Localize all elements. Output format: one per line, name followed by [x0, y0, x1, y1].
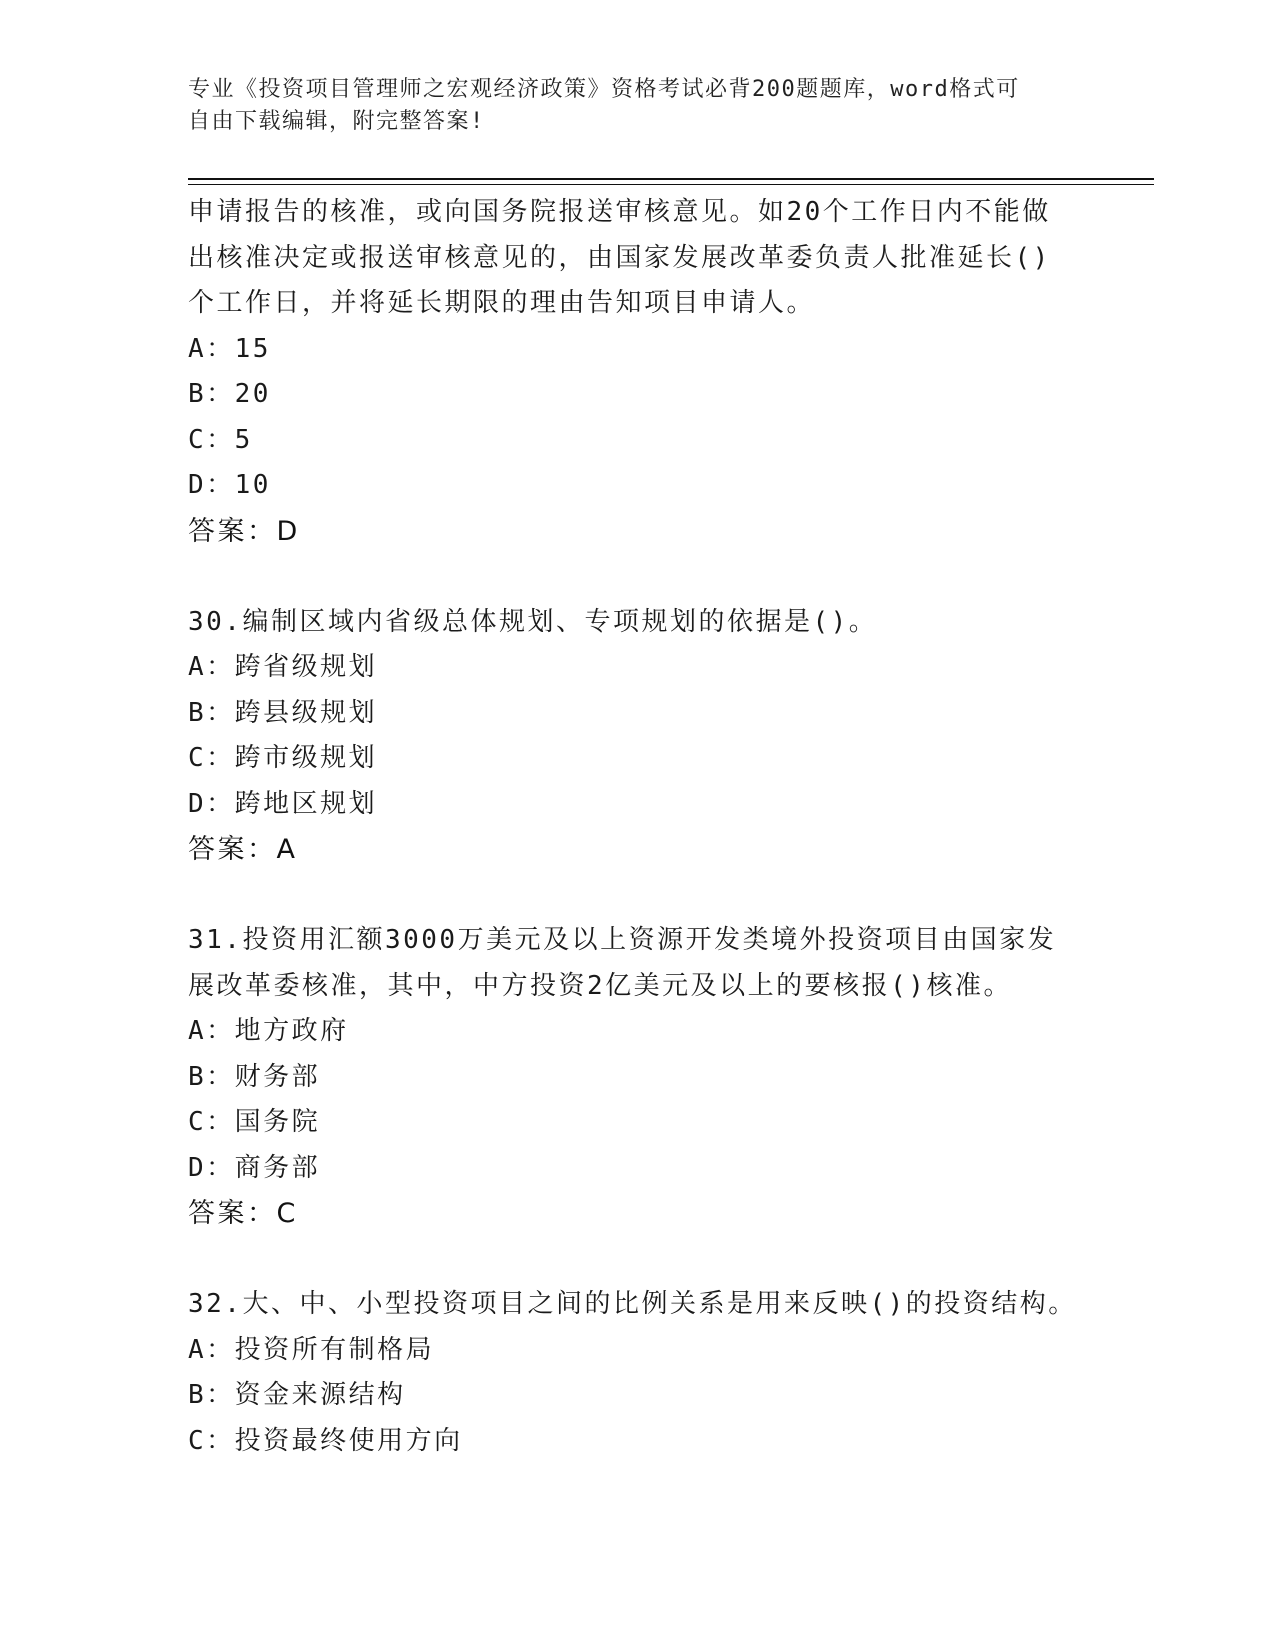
answer-line: 答案：C — [188, 1198, 298, 1229]
option-c: C：5 — [188, 424, 253, 455]
document-body — [188, 190, 1088, 1464]
question-text-line: 出核准决定或报送审核意见的，由国家发展改革委负责人批准延长() — [188, 242, 1051, 273]
option-a: A：投资所有制格局 — [188, 1334, 435, 1365]
option-b: B：资金来源结构 — [188, 1380, 406, 1410]
option-c: C：国务院 — [188, 1107, 321, 1137]
option-b: B：财务部 — [188, 1061, 321, 1092]
option-d: D：跨地区规划 — [188, 788, 378, 819]
option-a: A：15 — [188, 333, 271, 364]
option-b: B：跨县级规划 — [188, 697, 378, 728]
option-d: D：商务部 — [188, 1152, 321, 1183]
spacer — [188, 554, 1088, 600]
answer-line: 答案：A — [188, 834, 298, 865]
question-text-line: 申请报告的核准，或向国务院报送审核意见。如20个工作日内不能做 — [188, 197, 1051, 227]
option-a: A：地方政府 — [188, 1016, 349, 1046]
header-divider-thick — [188, 178, 1154, 180]
option-c: C：跨市级规划 — [188, 743, 378, 773]
header-divider-thin — [188, 184, 1154, 185]
question-text-line: 展改革委核准，其中，中方投资2亿美元及以上的要核报()核准。 — [188, 970, 1012, 1001]
option-c: C：投资最终使用方向 — [188, 1425, 463, 1456]
question-text-line: 32.大、中、小型投资项目之间的比例关系是用来反映()的投资结构。 — [188, 1289, 1077, 1319]
question-block-31 — [188, 918, 1088, 1237]
option-d: D：10 — [188, 470, 271, 500]
option-b: B：20 — [188, 379, 271, 409]
question-text-line: 个工作日，并将延长期限的理由告知项目申请人。 — [188, 288, 816, 318]
spacer — [188, 1237, 1088, 1283]
header-line-2: 自由下载编辑，附完整答案! — [188, 109, 485, 134]
question-text-line: 31.投资用汇额3000万美元及以上资源开发类境外投资项目由国家发 — [188, 925, 1057, 955]
header-line-1: 专业《投资项目管理师之宏观经济政策》资格考试必背200题题库，word格式可 — [188, 77, 1020, 102]
answer-line: 答案：D — [188, 515, 300, 547]
question-block-continued — [188, 190, 1088, 554]
question-block-30 — [188, 600, 1088, 873]
document-header — [188, 74, 1088, 138]
spacer — [188, 873, 1088, 919]
question-text-line: 30.编制区域内省级总体规划、专项规划的依据是()。 — [188, 606, 878, 637]
option-a: A：跨省级规划 — [188, 652, 378, 682]
question-block-32 — [188, 1282, 1088, 1464]
